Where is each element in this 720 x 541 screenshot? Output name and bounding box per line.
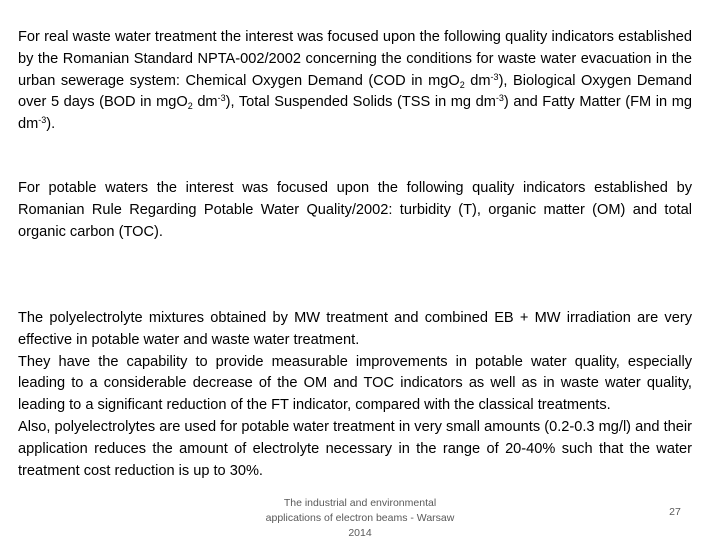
paragraph-wastewater-indicators [18, 27, 692, 136]
footer-caption [255, 496, 465, 541]
text-segment: ), Total Suspended Solids (TSS in mg dm [225, 94, 496, 111]
superscript: -3 [217, 93, 226, 104]
superscript: -3 [490, 71, 499, 82]
superscript: -3 [38, 115, 47, 126]
conclusion-line: The polyelectrolyte mixtures obtained by MW treatment and combined EB + MW irradiation are very effective in potable water and waste water treatment. [18, 310, 692, 348]
subscript: 2 [187, 101, 193, 112]
text-segment: ). [46, 116, 56, 133]
text-segment: ), Biological Oxygen Demand over 5 days (BOD in mgO [18, 72, 693, 111]
paragraph-conclusions [18, 308, 692, 482]
text-segment: dm [192, 94, 218, 111]
conclusion-line: Also, polyelectrolytes are used for potable water treatment in very small amounts (0.2-0.3 mg/l) and their application reduces the amount of electrolyte necessary in the range of 20-40% such that the water treatment cost reduction is up to 30%. [18, 418, 692, 479]
page-number: 27 [669, 506, 681, 518]
footer-line: applications of electron beams - Warsaw [265, 512, 455, 524]
text-segment: ) and Fatty Matter (FM in mg dm [18, 94, 692, 133]
text-segment: For real waste water treatment the interest was focused upon the following quality indicators established by the Romanian Standard NPTA-002/2002 concerning the conditions for waste water evacuation in the urban sewerage system: Chemical Oxygen Demand (COD in mgO [18, 29, 692, 89]
text-segment: dm [464, 72, 491, 89]
superscript: -3 [495, 93, 504, 104]
conclusion-line: They have the capability to provide measurable improvements in potable water quality, especially leading to a considerable decrease of the OM and TOC indicators as well as in waste water quality, leading to a significant reduction of the FT indicator, compared with the classical treatments. [18, 353, 692, 414]
subscript: 2 [459, 79, 465, 90]
footer-line: 2014 [348, 527, 372, 539]
footer-line: The industrial and environmental [283, 497, 437, 509]
paragraph-potable-water-indicators: For potable waters the interest was focused upon the following quality indicators established by Romanian Rule Regarding Potable Water Quality/2002: turbidity (T), organic matter (OM) and total organic carbon (TOC). [18, 180, 692, 240]
